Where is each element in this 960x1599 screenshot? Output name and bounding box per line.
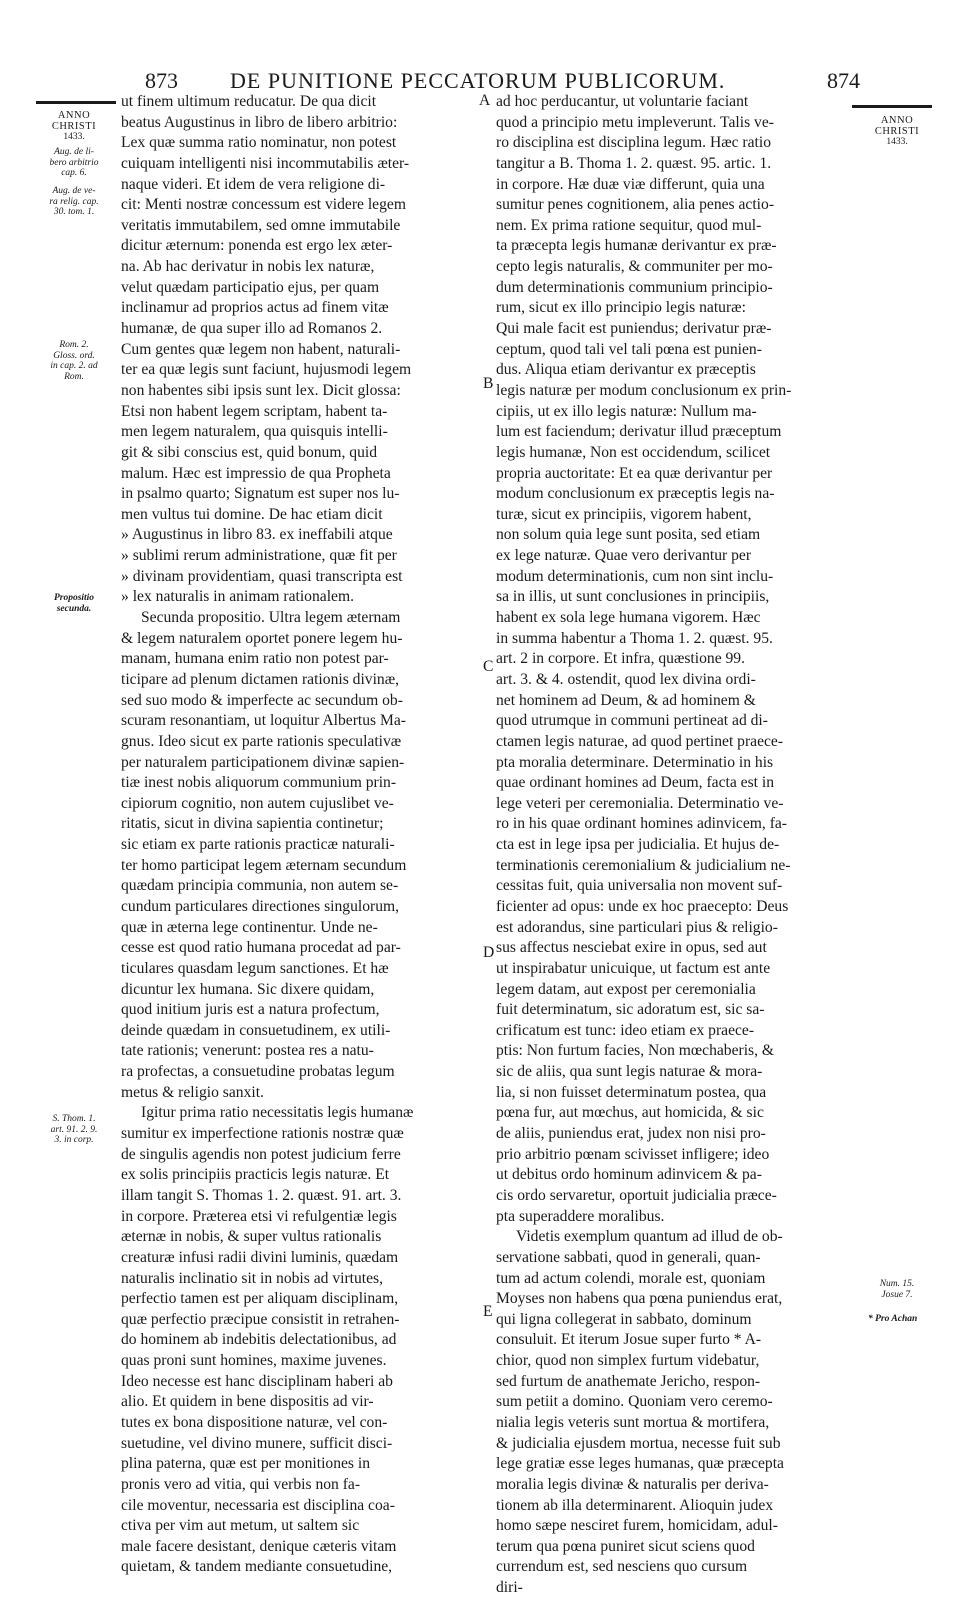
text-line: æternæ in nobis, & super vultus rationalis <box>121 1228 382 1246</box>
running-title: DE PUNITIONE PECCATORUM PUBLICORUM. <box>230 68 726 93</box>
text-line: de singulis agendis non potest judicium ferre <box>121 1145 401 1163</box>
text-line: Lex quæ summa ratio nominatur, non potest <box>121 134 397 152</box>
text-line: ritatis, sicut in divina sapientia continetur; <box>121 815 384 833</box>
section-letter-d: D <box>483 944 495 961</box>
text-line: beatus Augustinus in libro de libero arbitrio: <box>121 113 398 131</box>
section-letter-a: A <box>479 92 491 109</box>
text-line: lege gratiæ esse leges humanas, quæ præcepta <box>496 1455 784 1473</box>
section-letter-b: B <box>483 375 494 392</box>
text-line: alio. Et quidem in bene dispositis ad vir- <box>121 1393 374 1411</box>
text-line: Moyses non habens qua pœna puniendus erat, <box>496 1290 783 1308</box>
text-line: sed suo modo & imperfecte ac secundum ob- <box>121 691 403 709</box>
text-line: perfectio tamen est per aliquam disciplinam, <box>121 1290 399 1308</box>
text-line: Secunda propositio. Ultra legem æternam <box>141 609 401 627</box>
text-line: illam tangit S. Thomas 1. 2. quæst. 91. art. 3. <box>121 1186 402 1204</box>
text-line: cesse est quod ratio humana procedat ad par- <box>121 939 401 957</box>
text-line: » Augustinus in libro 83. ex ineffabili atque <box>121 526 393 544</box>
text-line: legis naturæ per modum conclusionum ex prin- <box>496 381 792 399</box>
text-line: nem. Ex prima ratione sequitur, quod mul- <box>496 216 762 234</box>
text-line: Cum gentes quæ legem non habent, naturali- <box>121 340 401 358</box>
text-line: tate rationis; venerunt: postea res a natu- <box>121 1042 374 1060</box>
text-line: rum, sicut ex illo principio legis naturæ: <box>496 299 746 317</box>
text-line: quædam principia communia, non autem se- <box>121 877 399 895</box>
text-line: plina paterna, quæ est per monitiones in <box>121 1455 371 1473</box>
text-line: Ideo necesse est hanc disciplinam haberi ab <box>121 1372 393 1390</box>
text-line: habent ex sola lege humana vigorem. Hæc <box>496 609 761 627</box>
header-rule-right <box>852 105 932 108</box>
text-line: cipiis, ut ex illo legis naturæ: Nullum ma- <box>496 402 757 420</box>
text-column-right <box>496 92 848 1599</box>
text-line: git & sibi conscius est, quid bonum, quid <box>121 443 377 461</box>
margin-note-num-josue: Num. 15. Josue 7. <box>879 1279 915 1300</box>
text-line: est adorandus, sine particulari pius & religio- <box>496 918 778 936</box>
text-line: sic etiam ex parte rationis practicæ naturali- <box>121 836 395 854</box>
text-line: ro disciplina est disciplina legum. Hæc ratio <box>496 134 771 152</box>
text-line: & judicialia ejusdem mortua, necesse fuit sub <box>496 1434 781 1452</box>
text-line: dus. Aliqua etiam derivantur ex præceptis <box>496 361 756 379</box>
text-line: sumitur ex imperfectione rationis nostræ quæ <box>121 1125 404 1143</box>
text-line: lege veteri per ceremonialia. Determinatio ve- <box>496 794 784 812</box>
text-line: ctamen legis naturae, ad quod pertinet praece- <box>496 732 784 750</box>
text-line: fuit determinatum, sic adoratum est, sic sa- <box>496 1001 765 1019</box>
text-line: sed furtum de anathemate Jericho, respon- <box>496 1372 761 1390</box>
text-line: pronis vero ad vitia, qui verbis non fa- <box>121 1475 361 1493</box>
text-line: velut quædam participatio ejus, per quam <box>121 278 380 296</box>
text-line: na. Ab hac derivatur in nobis lex naturæ, <box>121 258 375 276</box>
margin-note-pro-achan: * Pro Achan <box>868 1314 918 1324</box>
margin-anno-right: ANNO CHRISTI 1433. <box>874 115 920 147</box>
text-line: Videtis exemplum quantum ad illud de ob- <box>516 1228 783 1246</box>
text-line: pta superaddere moralibus. <box>496 1207 665 1225</box>
text-line: sus affectus nesciebat exire in opus, sed aut <box>496 939 767 957</box>
text-line: do hominem ab indebitis delectationibus, ad <box>121 1331 397 1349</box>
text-line: cepto legis naturalis, & communiter per mo- <box>496 258 773 276</box>
section-letter-c: C <box>483 658 494 675</box>
text-line: gnus. Ideo sicut ex parte rationis speculativæ <box>121 732 402 750</box>
text-line: ticipare ad plenum dictamen rationis divinæ, <box>121 670 400 688</box>
text-line: cundum particulares directiones singulorum, <box>121 897 400 915</box>
text-line: tutes ex bona dispositione naturæ, vel con- <box>121 1414 388 1431</box>
text-line: ter ea quæ legis sunt faciunt, hujusmodi legem <box>121 361 412 379</box>
text-line: ro in his quae ordinant homines adinvicem, fa- <box>496 815 788 833</box>
text-line: per naturalem participationem divinæ sapien- <box>121 753 405 771</box>
text-line: net hominem ad Deum, & ad hominem & <box>496 691 756 709</box>
text-line: cipiorum cognitio, non autem cujuslibet ve- <box>121 794 394 812</box>
text-line: homo sæpe nesciret furem, homicidam, adul- <box>496 1517 778 1535</box>
text-line: non solum quia lege sunt posita, sed etiam <box>496 526 761 544</box>
text-line: creaturæ infusi radii divini luminis, quædam <box>121 1248 399 1266</box>
text-line: Igitur prima ratio necessitatis legis humanæ <box>141 1104 414 1122</box>
text-line: ptis: Non furtum facies, Non mœchaberis, & <box>496 1042 775 1060</box>
text-line: pœna fur, aut mœchus, aut homicida, & sic <box>496 1104 764 1122</box>
text-line: scuram resonantiam, ut loquitur Albertus Ma- <box>121 712 406 730</box>
text-line: prio arbitrio pœnam scivisset infligere; ideo <box>496 1145 770 1163</box>
text-line: cessitas fuit, quia universalia non movent suf- <box>496 877 783 895</box>
header-rule-left <box>36 101 116 104</box>
text-line: crificatum est tunc: ideo etiam ex praece- <box>496 1021 755 1039</box>
text-line: servatione sabbati, quod in generali, quan- <box>496 1248 761 1266</box>
text-line: chior, quod non simplex furtum videbatur, <box>496 1352 760 1370</box>
text-line: suetudine, vel divino munere, sufficit disci- <box>121 1434 393 1452</box>
text-line: in corpore. Præterea etsi vi refulgentiæ legis <box>121 1207 397 1225</box>
text-line: ticulares quasdam legum sanctiones. Et hæ <box>121 959 389 977</box>
text-line: humanæ, de qua super illo ad Romanos 2. <box>121 320 383 338</box>
text-line: non habentes sibi ipsis sunt lex. Dicit glossa: <box>121 381 401 399</box>
text-line: art. 3. & 4. ostendit, quod lex divina ordi- <box>496 670 756 688</box>
text-line: » lex naturalis in animam rationalem. <box>121 588 354 606</box>
text-line: quod initium juris est a natura profectum, <box>121 1001 380 1019</box>
text-line: naturalis inclinatio sit in nobis ad virtutes, <box>121 1269 384 1287</box>
page-number-left: 873 <box>145 68 178 93</box>
text-line: men legem naturalem, qua quisquis intelli- <box>121 423 388 441</box>
text-line: ficienter ad opus: unde ex hoc praecepto: Deus <box>496 897 789 915</box>
text-line: pta moralia determinare. Determinatio in his <box>496 753 774 771</box>
margin-note-propositio: Propositio secunda. <box>53 593 95 614</box>
text-line: Etsi non habent legem scriptam, habent ta- <box>121 402 388 420</box>
text-line: diri- <box>496 1579 523 1597</box>
text-line: naque videri. Et idem de vera religione di- <box>121 175 386 193</box>
text-line: sum petiit a domino. Quoniam vero ceremo- <box>496 1393 773 1411</box>
text-line: quæ in æterna lege continentur. Unde ne- <box>121 918 378 936</box>
text-line: manam, humana enim ratio non potest par- <box>121 650 389 668</box>
text-line: ut inspirabatur unicuique, ut factum est ante <box>496 959 771 977</box>
text-line: metus & religio sanxit. <box>121 1083 264 1101</box>
text-line: dum determinationis communium principio- <box>496 278 773 296</box>
text-line: quietam, & tandem mediante consuetudine, <box>121 1558 393 1576</box>
text-line: cile moventur, necessaria est disciplina coa- <box>121 1496 395 1514</box>
text-line: ceptum, quod tali vel tali pœna est punien- <box>496 340 762 358</box>
text-line: consuluit. Et iterum Josue super furto * A- <box>496 1331 762 1349</box>
margin-note-s-thom: S. Thom. 1. art. 91. 2. 9. 3. in corp. <box>50 1114 98 1145</box>
margin-note-aug-vera: Aug. de ve- ra relig. cap. 30. tom. 1. <box>49 186 99 217</box>
text-line: legis humanæ, Non est occidendum, scilicet <box>496 443 771 461</box>
text-line: » divinam providentiam, quasi transcripta est <box>121 567 403 585</box>
text-line: deinde quædam in consuetudinem, ex utili- <box>121 1021 391 1039</box>
text-line: cta est in lege ipsa per judicialia. Et hujus de- <box>496 836 780 854</box>
text-line: cit: Menti nostræ concessum est videre legem <box>121 196 406 214</box>
margin-anno-left: ANNO CHRISTI 1433. <box>51 110 97 142</box>
margin-note-rom-gloss: Rom. 2. Gloss. ord. in cap. 2. ad Rom. <box>50 340 98 382</box>
text-line: moralia legis divinæ & naturalis per deriva- <box>496 1475 769 1493</box>
text-line: tionem ab illa determinarent. Alioquin judex <box>496 1496 774 1514</box>
text-line: malum. Hæc est impressio de qua Propheta <box>121 464 391 482</box>
text-line: ut debitus ordo hominum adinvicem & pa- <box>496 1166 762 1184</box>
margin-note-aug-libero: Aug. de li- bero arbitrio cap. 6. <box>49 147 99 178</box>
text-line: lia, si non fuisset determinatum postea, qua <box>496 1083 767 1101</box>
text-line: male facere desistant, denique cæteris vitam <box>121 1537 397 1555</box>
text-line: turæ, sicut ex principiis, vigorem habent, <box>496 505 752 523</box>
text-line: men vultus tui domine. De hac etiam dicit <box>121 505 383 523</box>
text-line: quod a principio metu impleverunt. Talis ve- <box>496 113 774 131</box>
text-line: propria auctoritate: Et ea quæ derivantur per <box>496 464 773 482</box>
text-line: ex lege naturæ. Quae vero derivantur per <box>496 547 752 565</box>
text-line: tiæ inest nobis aliquorum communium prin- <box>121 774 397 792</box>
text-line: in corpore. Hæ duæ viæ differunt, quia una <box>496 175 765 193</box>
text-line: ex solis principiis practicis legis naturæ. Et <box>121 1166 390 1184</box>
text-column-left <box>121 92 487 1578</box>
text-line: quod utrumque in communi pertineat ad di- <box>496 712 768 730</box>
section-letter-e: E <box>483 1303 493 1320</box>
text-line: legem datam, aut expost per ceremonialia <box>496 980 756 998</box>
text-line: ra profectas, a consuetudine probatas legum <box>121 1063 395 1081</box>
text-line: sic de aliis, qua sunt legis naturae & mora- <box>496 1063 763 1081</box>
text-line: lum est faciendum; derivatur illud præceptum <box>496 423 782 441</box>
text-line: inclinamur ad proprios actus ad finem vitæ <box>121 299 389 317</box>
text-line: quæ perfectio præcipue consistit in retrahen- <box>121 1310 400 1328</box>
text-line: ta præcepta legis humanæ derivantur ex præ- <box>496 237 777 255</box>
text-line: de aliis, puniendus erat, judex non nisi pro- <box>496 1125 766 1143</box>
text-line: in summa habentur a Thoma 1. 2. quæst. 95. <box>496 629 773 647</box>
text-line: in psalmo quarto; Signatum est super nos lu- <box>121 485 400 503</box>
text-line: Qui male facit est puniendus; derivatur præ- <box>496 320 772 338</box>
text-line: quas proni sunt homines, maxime juvenes. <box>121 1352 387 1370</box>
text-line: sa in illis, ut sunt conclusiones in principiis, <box>496 588 770 606</box>
text-line: nialia legis veteris sunt mortua & mortifera, <box>496 1414 770 1431</box>
text-line: cis ordo servaretur, oportuit judicialia præce- <box>496 1186 777 1204</box>
text-line: dicuntur lex humana. Sic dixere quidam, <box>121 980 375 998</box>
page-number-right: 874 <box>827 68 860 93</box>
text-line: quae ordinant homines ad Deum, facta est in <box>496 774 774 792</box>
text-line: tangitur a B. Thoma 1. 2. quæst. 95. artic. 1. <box>496 154 772 172</box>
text-line: & legem naturalem oportet ponere legem hu- <box>121 629 403 647</box>
text-line: modum determinationis, cum non sint inclu- <box>496 567 774 585</box>
text-line: veritatis immutabilem, sed omne immutabile <box>121 216 401 234</box>
text-line: ctiva per vim aut metum, ut saltem sic <box>121 1517 360 1535</box>
text-line: terminationis ceremonialium & judicialium ne- <box>496 856 791 874</box>
text-line: » sublimi rerum administratione, quæ fit per <box>121 547 397 565</box>
text-line: art. 2 in corpore. Et infra, quæstione 99. <box>496 650 746 668</box>
text-line: dicitur æternum: ponenda est ergo lex æter- <box>121 237 393 255</box>
text-line: ad hoc perducantur, ut voluntarie faciant <box>496 93 749 110</box>
text-line: ut finem ultimum reducatur. De qua dicit <box>121 93 377 110</box>
text-line: qui ligna collegerat in sabbato, dominum <box>496 1310 752 1328</box>
text-line: tum ad actum colendi, morale est, quoniam <box>496 1269 766 1287</box>
text-line: terum qua pœna puniret sicut sciens quod <box>496 1537 755 1555</box>
text-line: ter homo participat legem æternam secundum <box>121 856 407 874</box>
text-line: cuiquam intelligenti nisi incommutabilis æter- <box>121 154 410 172</box>
text-line: modum conclusionum ex præceptis legis na- <box>496 485 775 503</box>
text-line: currendum est, sed nesciens quo cursum <box>496 1558 748 1576</box>
text-line: sumitur penes cognitionem, alia penes actio- <box>496 196 775 214</box>
